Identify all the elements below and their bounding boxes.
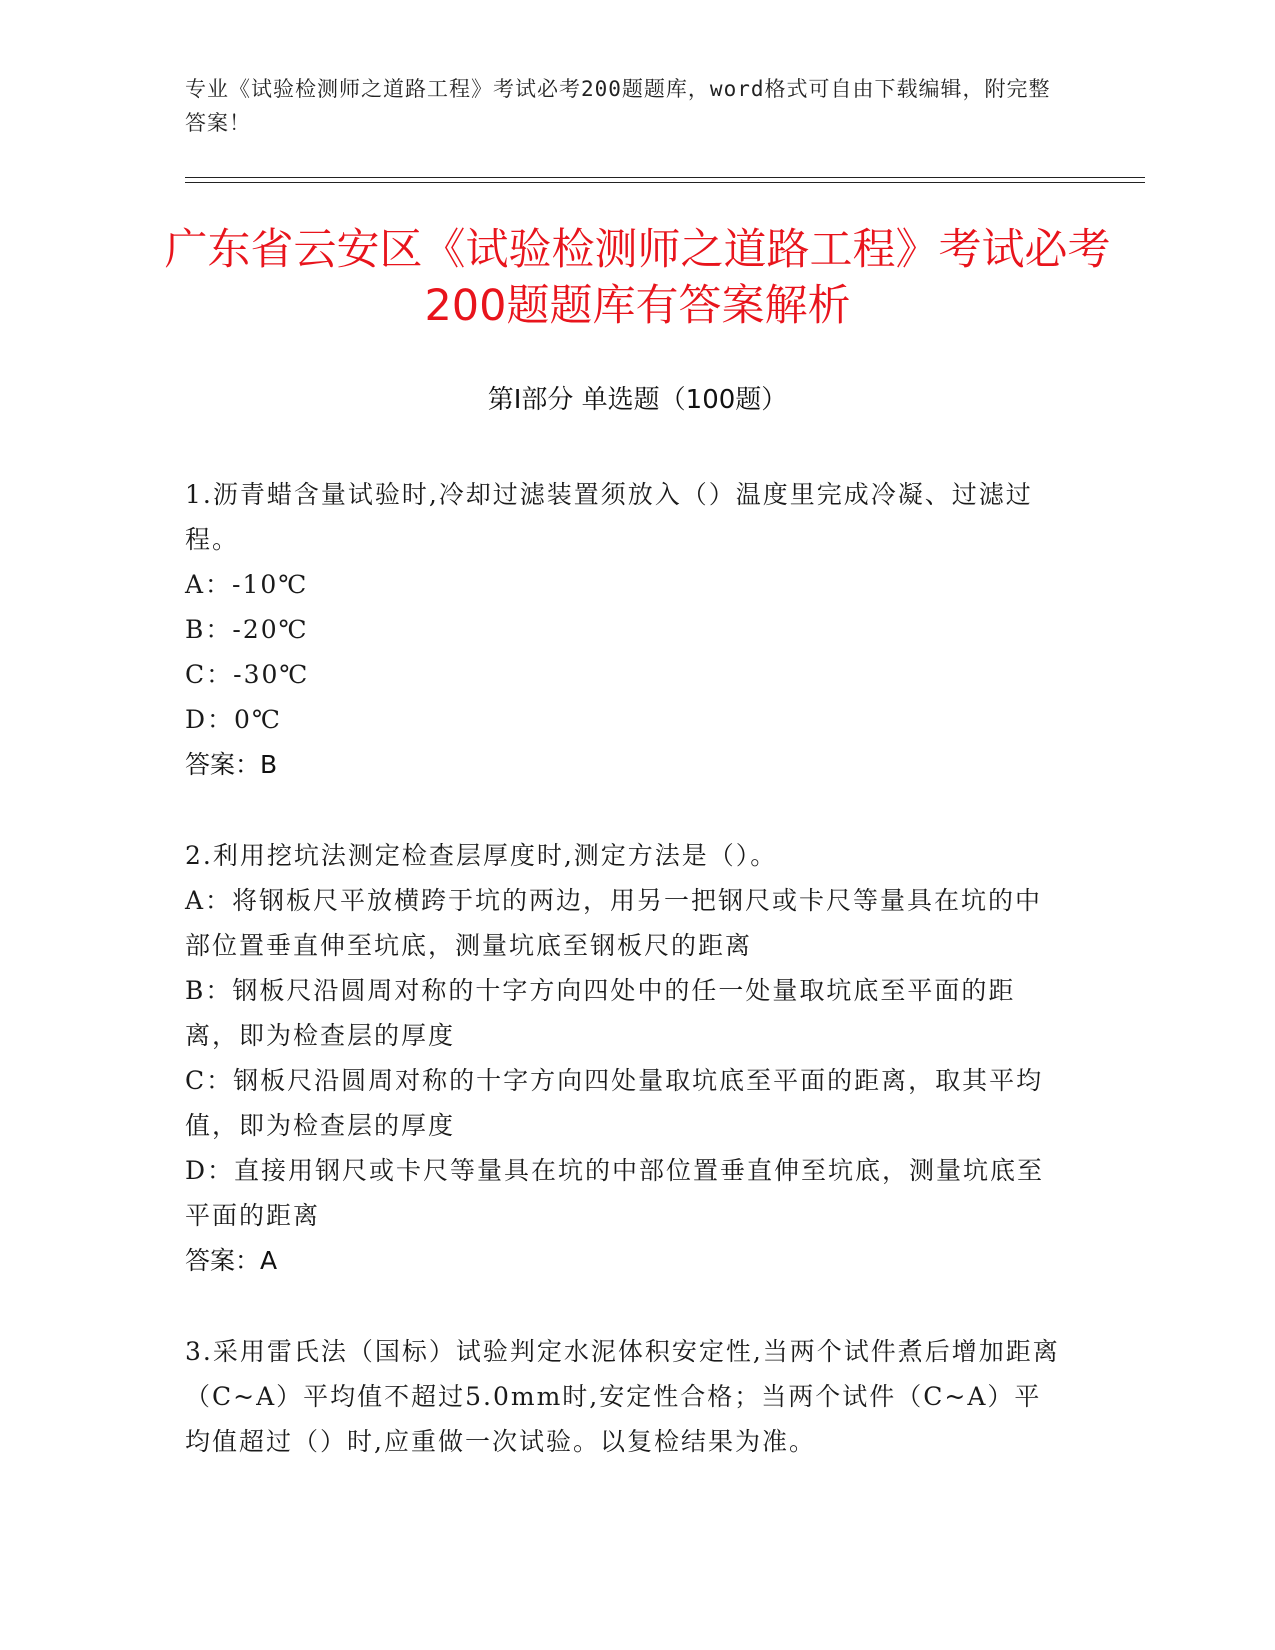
document-title: 广东省云安区《试验检测师之道路工程》考试必考200题题库有答案解析 — [164, 225, 1111, 331]
question-list — [185, 472, 1065, 1510]
option-a: A：-10℃ — [185, 570, 309, 599]
option-d: D：0℃ — [185, 705, 282, 734]
header-divider-bottom — [185, 182, 1145, 183]
question-3 — [185, 1329, 1065, 1464]
question-text: 3.采用雷氏法（国标）试验判定水泥体积安定性,当两个试件煮后增加距离（C~A）平均值不超过5.0mm时,安定性合格；当两个试件（C~A）平均值超过（）时,应重做一次试验。以复检结果为准。 — [185, 1337, 1060, 1456]
option-b: B：钢板尺沿圆周对称的十字方向四处中的任一处量取坑底至平面的距离，即为检查层的厚度 — [185, 976, 1016, 1050]
option-c: C：钢板尺沿圆周对称的十字方向四处量取坑底至平面的距离，取其平均值，即为检查层的厚度 — [185, 1066, 1044, 1140]
question-1 — [185, 472, 1065, 787]
option-c: C：-30℃ — [185, 660, 310, 689]
question-2 — [185, 833, 1065, 1283]
option-d: D：直接用钢尺或卡尺等量具在坑的中部位置垂直伸至坑底，测量坑底至平面的距离 — [185, 1156, 1045, 1230]
question-text: 2.利用挖坑法测定检查层厚度时,测定方法是（）。 — [185, 841, 778, 870]
option-b: B：-20℃ — [185, 615, 309, 644]
option-a: A：将钢板尺平放横跨于坑的两边，用另一把钢尺或卡尺等量具在坑的中部位置垂直伸至坑底，测量坑底至钢板尺的距离 — [185, 886, 1043, 960]
question-text: 1.沥青蜡含量试验时,冷却过滤装置须放入（）温度里完成冷凝、过滤过程。 — [185, 480, 1033, 554]
answer: 答案：A — [185, 1246, 278, 1275]
header-note: 专业《试验检测师之道路工程》考试必考200题题库，word格式可自由下载编辑，附完整答案！ — [185, 77, 1051, 135]
header-divider-top — [185, 177, 1145, 178]
section-title: 第I部分 单选题（100题） — [487, 385, 788, 415]
answer: 答案：B — [185, 750, 278, 779]
